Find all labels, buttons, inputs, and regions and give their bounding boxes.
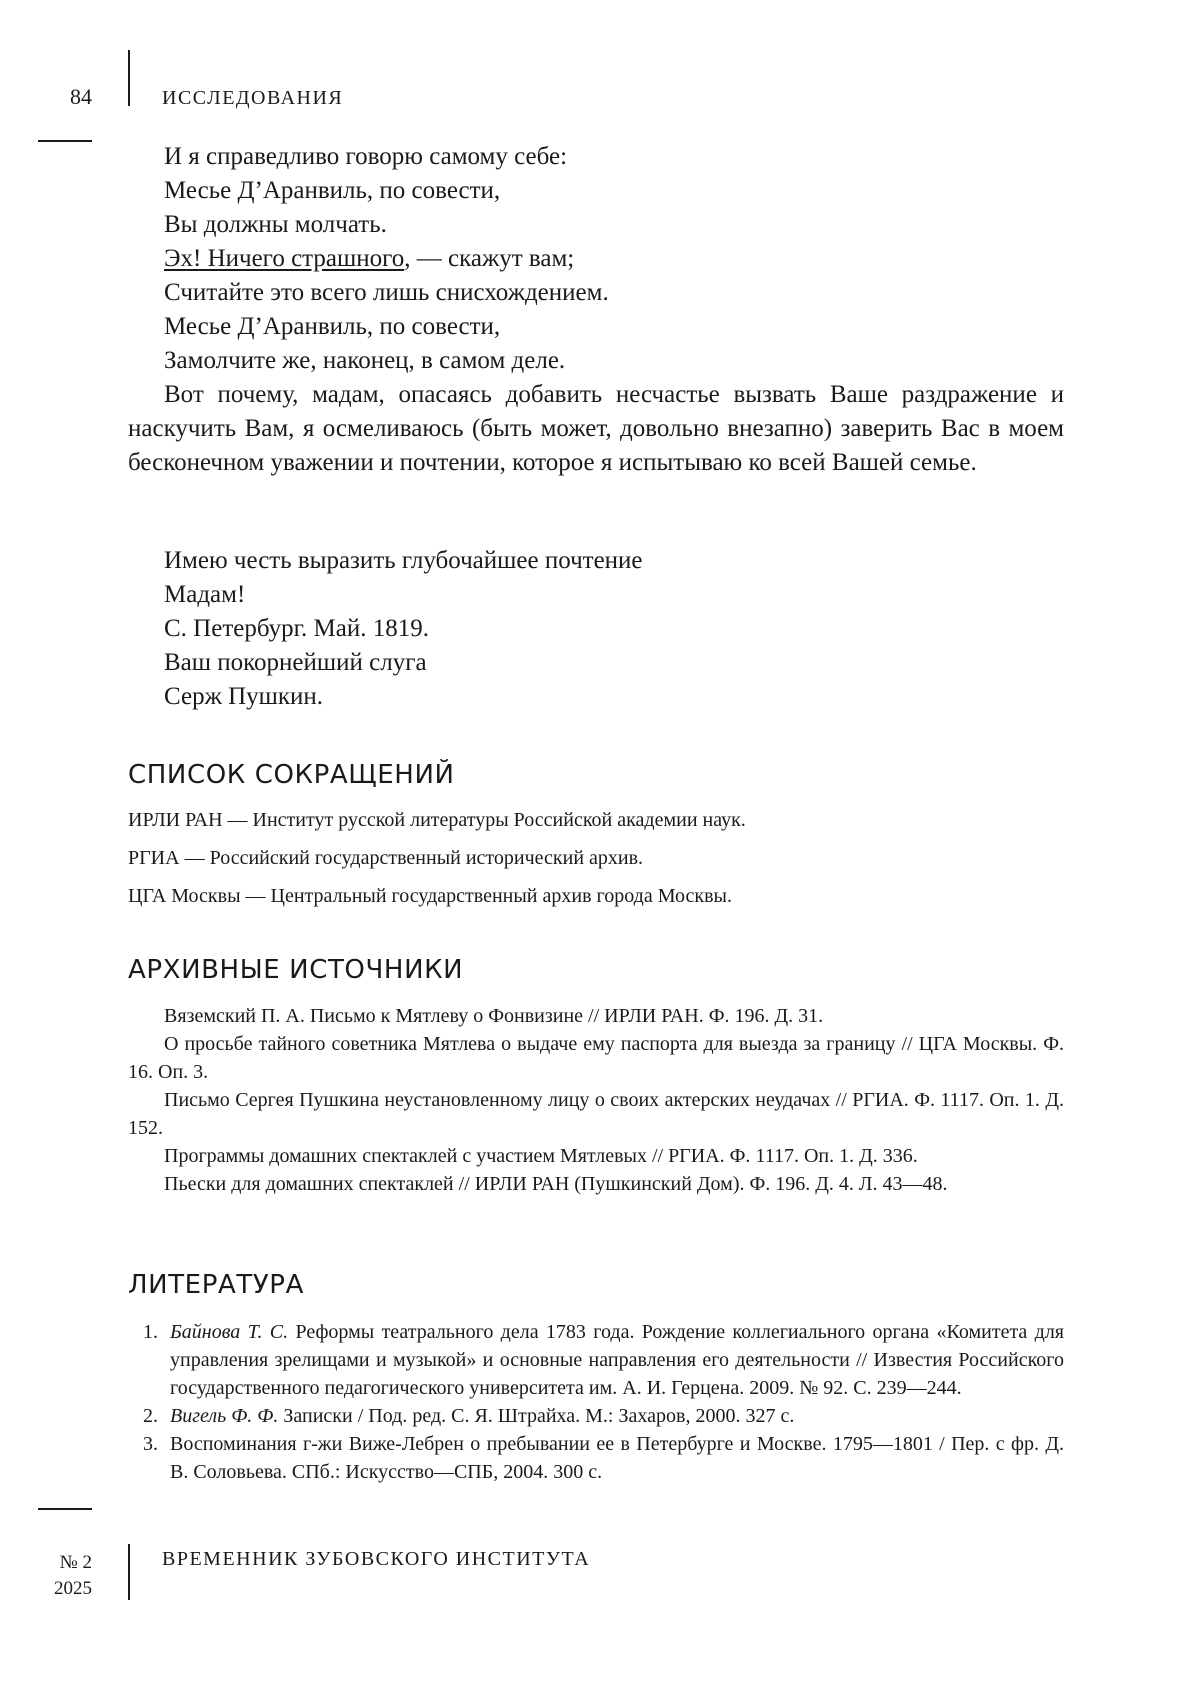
abbreviation-item: РГИА — Российский государственный исторический архив.	[128, 847, 644, 869]
closing-line: Мадам!	[164, 581, 246, 608]
issue-year: 2025	[54, 1578, 92, 1599]
verse-line: Вы должны молчать.	[164, 211, 387, 238]
letter-paragraph: Вот почему, мадам, опасаясь добавить несчастье вызвать Ваше раздражение и наскучить Вам, я осмеливаюсь (быть может, довольно внезапно) заверить Вас в моем бесконечном уважении и почтении, которое я испытываю ко всей Вашей семье.	[128, 381, 1064, 476]
verse-line: Месье Д’Аранвиль, по совести,	[164, 177, 501, 204]
literature-number: 3.	[143, 1433, 158, 1455]
verse-line	[128, 242, 1064, 276]
literature-item	[128, 1402, 1064, 1430]
literature-item	[128, 1430, 1064, 1486]
issue-number: № 2	[59, 1552, 92, 1573]
archives-list	[128, 1002, 1064, 1198]
verse-line: Месье Д’Аранвиль, по совести,	[164, 313, 501, 340]
underlined-phrase: Эх! Ничего страшного	[164, 245, 405, 272]
literature-number: 2.	[143, 1405, 158, 1427]
archive-item: Пьески для домашних спектаклей // ИРЛИ РАН (Пушкинский Дом). Ф. 196. Д. 4. Л. 43—48.	[164, 1173, 948, 1195]
closing-line: Серж Пушкин.	[164, 683, 324, 710]
closing-line: Ваш покорнейший слуга	[164, 649, 427, 676]
letter-closing	[128, 544, 1064, 714]
issue-info	[40, 1550, 92, 1602]
literature-number: 1.	[143, 1321, 158, 1343]
closing-line: С. Петербург. Май. 1819.	[164, 615, 430, 642]
literature-item	[128, 1318, 1064, 1402]
abbreviation-item: ИРЛИ РАН — Институт русской литературы Российской академии наук.	[128, 809, 746, 831]
abbreviations-list	[128, 806, 1064, 920]
archive-item: О просьбе тайного советника Мятлева о выдаче ему паспорта для выезда за границу // ЦГА Москвы. Ф. 16. Оп. 3.	[128, 1033, 1064, 1083]
archive-item: Письмо Сергея Пушкина неустановленному лицу о своих актерских неудачах // РГИА. Ф. 1117. Оп. 1. Д. 152.	[128, 1089, 1064, 1139]
literature-text	[170, 1430, 1064, 1486]
page-number: 84	[70, 84, 92, 109]
footer-divider	[128, 1544, 130, 1600]
archive-item: Программы домашних спектаклей с участием Мятлевых // РГИА. Ф. 1117. Оп. 1. Д. 336.	[164, 1145, 918, 1167]
literature-text	[170, 1402, 1064, 1430]
literature-reference: Реформы театрального дела 1783 года. Рождение коллегиального органа «Комитета для управления зрелищами и музыкой» и основные направления его деятельности // Известия Российского государственного педагогического университета им. А. И. Герцена. 2009. № 92. С. 239—244.	[170, 1321, 1064, 1399]
archive-item: Вяземский П. А. Письмо к Мятлеву о Фонвизине // ИРЛИ РАН. Ф. 196. Д. 31.	[164, 1005, 824, 1027]
journal-title: ВРЕМЕННИК ЗУБОВСКОГО ИНСТИТУТА	[162, 1548, 591, 1570]
header-divider	[128, 50, 130, 106]
literature-reference: Воспоминания г-жи Виже-Лебрен о пребывании ее в Петербурге и Москве. 1795—1801 / Пер. с фр. Д. В. Соловьева. СПб.: Искусство—СПБ, 2004. 300 с.	[170, 1433, 1064, 1483]
archives-heading: АРХИВНЫЕ ИСТОЧНИКИ	[128, 955, 464, 985]
literature-reference: Записки / Под. ред. С. Я. Штрайха. М.: Захаров, 2000. 327 с.	[278, 1405, 795, 1427]
verse-line: Считайте это всего лишь снисхождением.	[164, 279, 609, 306]
letter-verse	[128, 140, 1064, 480]
verse-line-rest: , — скажут вам;	[404, 245, 575, 272]
closing-line: Имею честь выразить глубочайшее почтение	[164, 547, 643, 574]
running-head: ИССЛЕДОВАНИЯ	[162, 87, 344, 109]
literature-text	[170, 1318, 1064, 1402]
header-rule	[38, 140, 92, 142]
literature-list	[128, 1318, 1064, 1486]
abbreviation-item: ЦГА Москвы — Центральный государственный архив города Москвы.	[128, 885, 732, 907]
abbreviations-heading: СПИСОК СОКРАЩЕНИЙ	[128, 760, 455, 790]
verse-line: Замолчите же, наконец, в самом деле.	[164, 347, 566, 374]
verse-line: И я справедливо говорю самому себе:	[164, 143, 568, 170]
footer-rule	[38, 1508, 92, 1510]
literature-author: Байнова Т. С.	[170, 1321, 289, 1343]
literature-author: Вигель Ф. Ф.	[170, 1405, 279, 1427]
literature-heading: ЛИТЕРАТУРА	[128, 1270, 304, 1300]
